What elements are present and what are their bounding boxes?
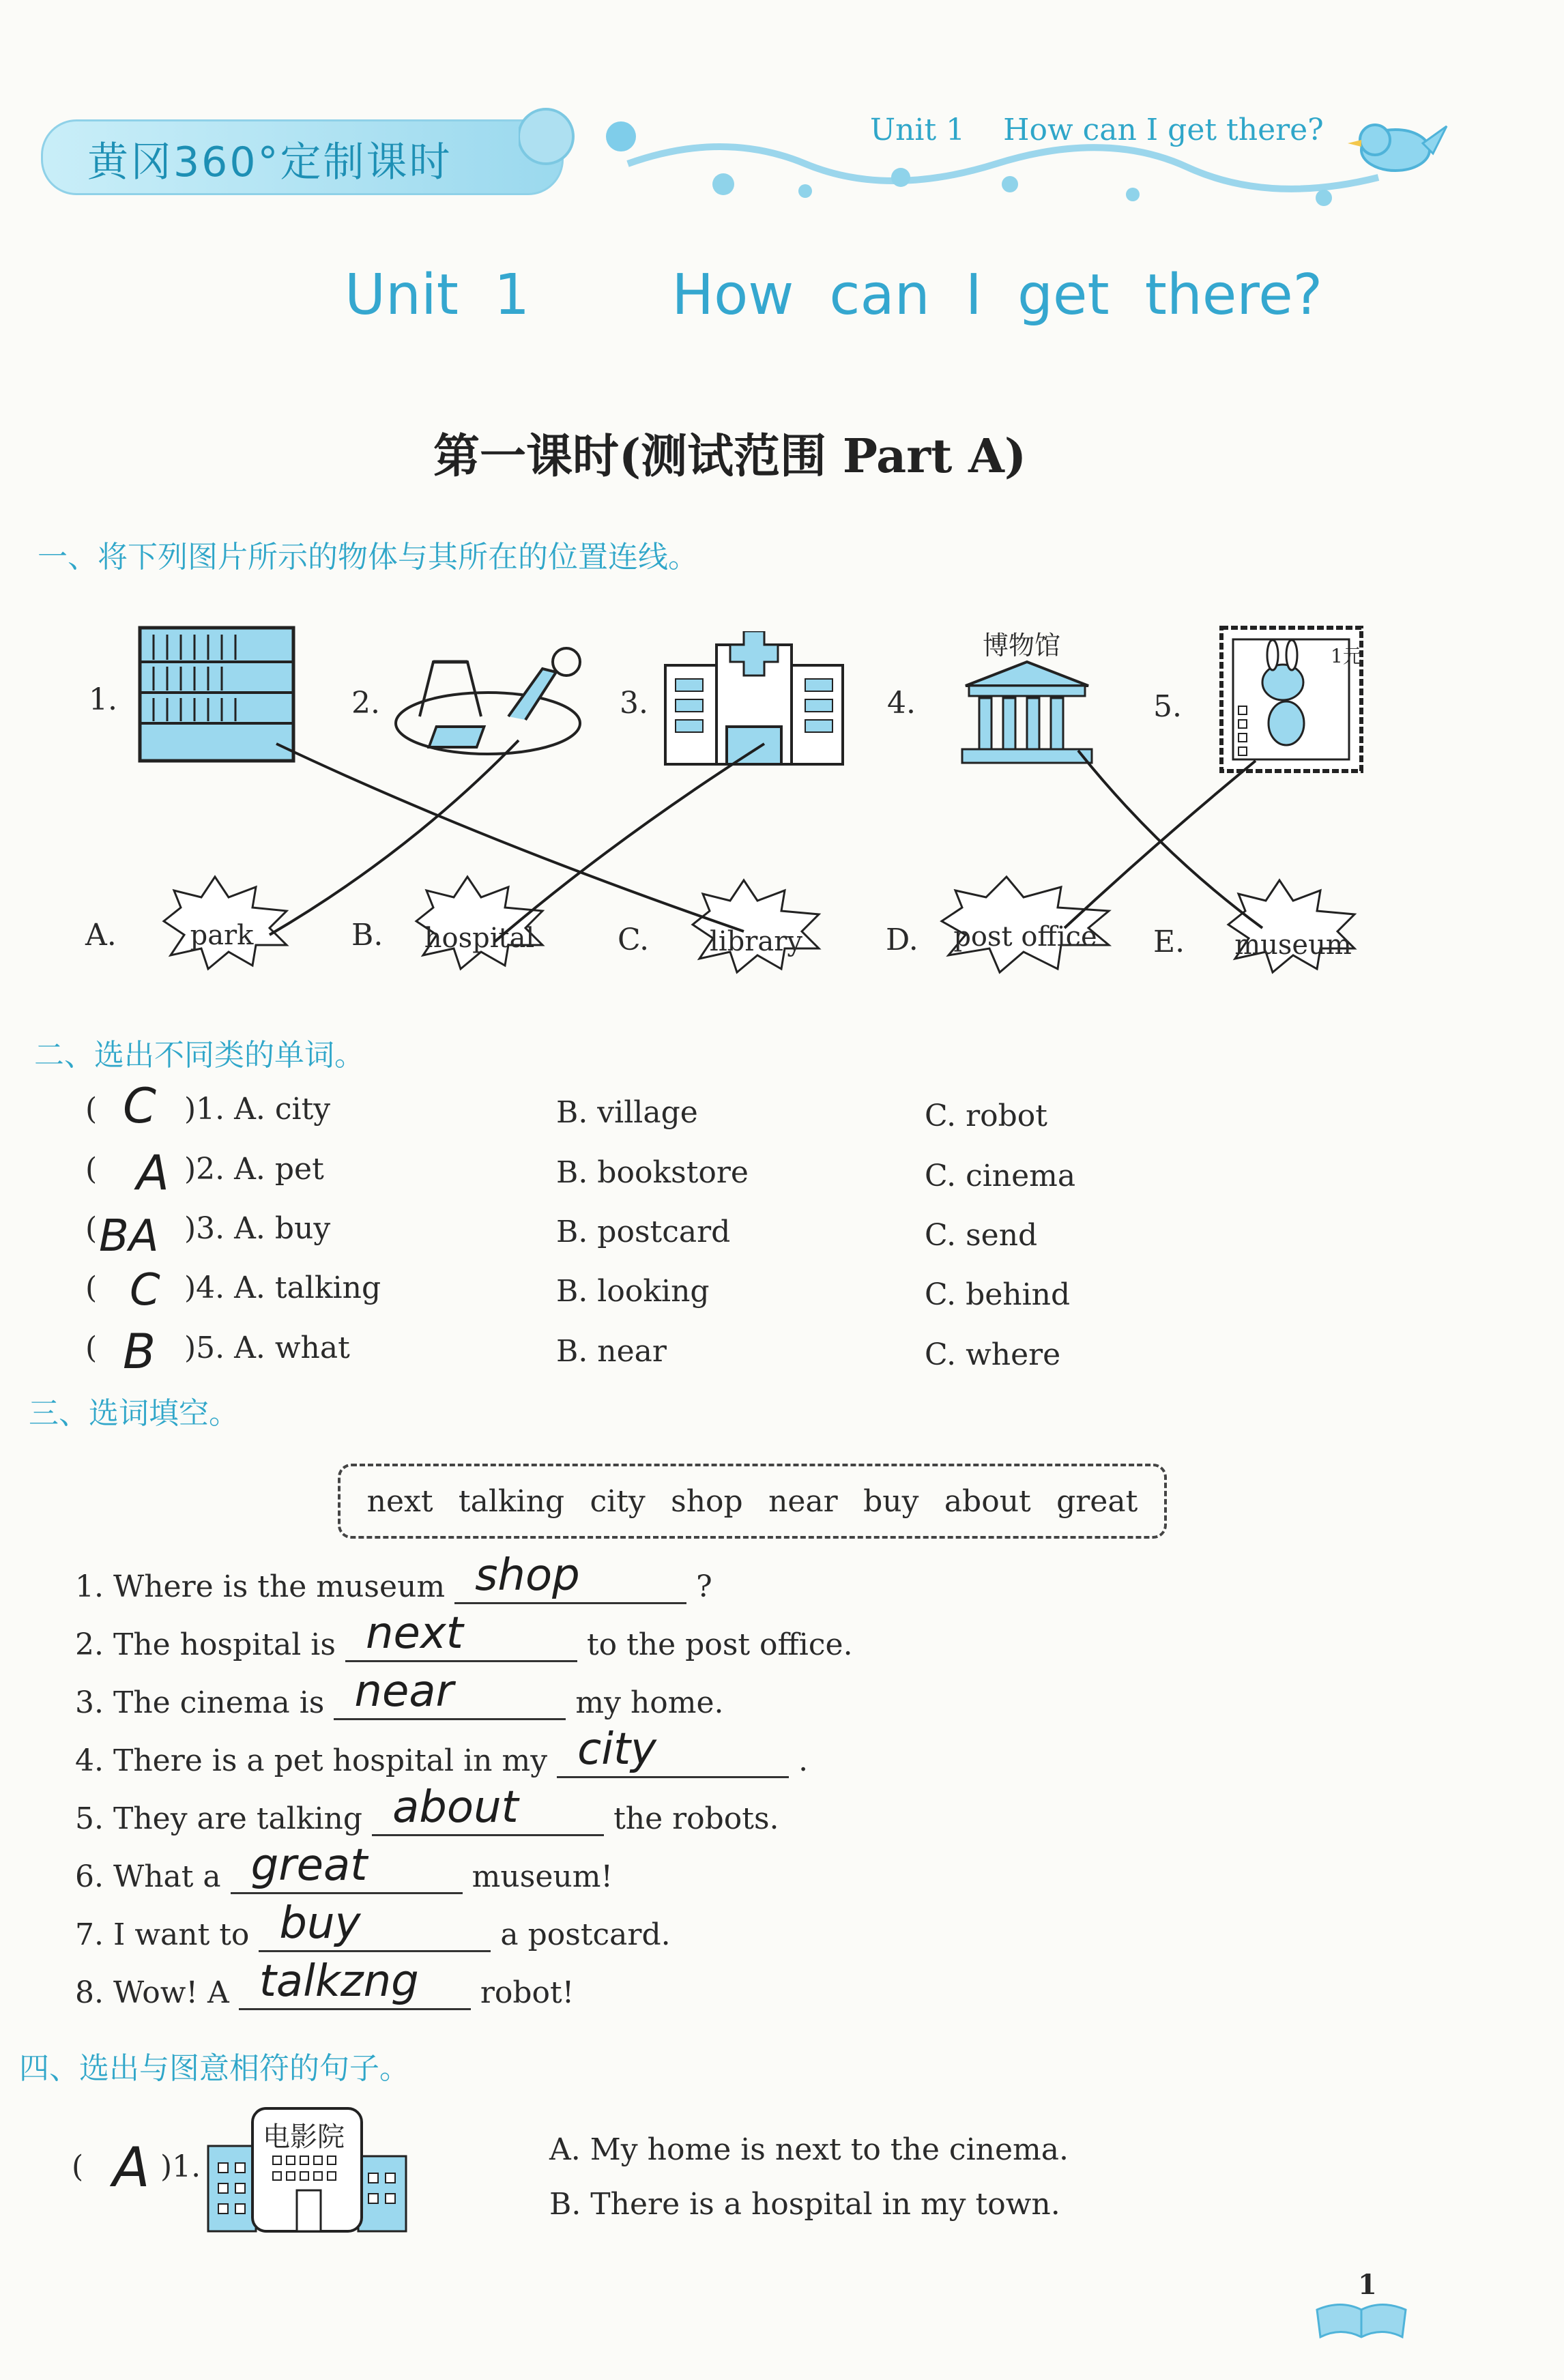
- option-a: )1. A. city: [184, 1092, 331, 1127]
- fill-after: to the post office.: [586, 1627, 853, 1662]
- option-b: B. looking: [556, 1274, 710, 1309]
- place-letter: A.: [85, 918, 117, 953]
- option-b: B. bookstore: [556, 1155, 749, 1190]
- question-row: ( BA )3. A. buy: [85, 1211, 331, 1262]
- place-label: post office: [953, 921, 1097, 953]
- picture-number: 5.: [1153, 689, 1182, 724]
- fill-after: my home.: [575, 1685, 724, 1720]
- picture-number: 2.: [351, 686, 380, 721]
- fill-item: [75, 1608, 853, 1662]
- fill-item: [75, 1666, 724, 1720]
- fill-after: robot!: [480, 1975, 575, 2010]
- sentence-option-b: B. There is a hospital in my town.: [549, 2187, 1060, 2222]
- museum-caption: 博物馆: [983, 630, 1061, 661]
- fill-item: [75, 1840, 613, 1894]
- answer-handwritten: BA: [99, 1211, 159, 1262]
- section2-title: 二、选出不同类的单词。: [34, 1038, 364, 1073]
- lesson-title: 第一课时(测试范围 Part A): [433, 429, 1027, 484]
- option-a: )3. A. buy: [184, 1211, 331, 1246]
- option-b: B. near: [556, 1334, 667, 1369]
- answer-handwritten: talkzng: [259, 1956, 419, 2007]
- place-label: park: [190, 920, 254, 951]
- fill-blank: [345, 1608, 577, 1662]
- fill-after: .: [798, 1743, 809, 1778]
- answer-handwritten: near: [354, 1666, 454, 1717]
- word-bank-item: next: [366, 1483, 433, 1519]
- section4-title: 四、选出与图意相符的句子。: [19, 2051, 409, 2086]
- picture-caption: 电影院: [263, 2121, 345, 2153]
- section3-title: 三、选词填空。: [29, 1396, 239, 1431]
- brand-title: 黄冈360°定制课时: [87, 139, 452, 186]
- place-letter: E.: [1153, 925, 1185, 959]
- word-bank-item: city: [590, 1483, 646, 1519]
- word-bank-item: about: [944, 1483, 1031, 1519]
- matching-lines: [0, 0, 1564, 1024]
- place-letter: C.: [618, 923, 650, 957]
- picture-number: 1.: [89, 682, 117, 717]
- option-b: B. village: [556, 1095, 698, 1130]
- fill-item: [75, 1550, 712, 1604]
- answer-handwritten: A: [136, 1145, 169, 1201]
- fill-before: 8. Wow! A: [75, 1975, 229, 2010]
- word-bank: [338, 1464, 1167, 1539]
- fill-blank: [231, 1840, 463, 1894]
- answer-handwritten: city: [577, 1724, 657, 1775]
- fill-item: [75, 1724, 809, 1778]
- fill-before: 2. The hospital is: [75, 1627, 336, 1662]
- stamp-value: 1元: [1331, 645, 1362, 667]
- answer-handwritten: C: [130, 1265, 160, 1316]
- fill-blank: [239, 1956, 471, 2010]
- fill-blank: [259, 1898, 491, 1952]
- fill-before: 3. The cinema is: [75, 1685, 325, 1720]
- question-row: ( B )5. A. what: [85, 1324, 350, 1380]
- word-bank-item: near: [768, 1483, 838, 1519]
- option-a: )4. A. talking: [184, 1271, 381, 1305]
- word-bank-item: buy: [863, 1483, 919, 1519]
- question-row: ( C )1. A. city: [85, 1078, 331, 1134]
- answer-handwritten: C: [123, 1078, 156, 1134]
- fill-item: [75, 1898, 671, 1952]
- fill-blank: [454, 1550, 686, 1604]
- sentence-option-a: A. My home is next to the cinema.: [549, 2132, 1069, 2167]
- place-letter: D.: [886, 923, 918, 957]
- fill-after: the robots.: [613, 1801, 779, 1836]
- option-c: C. cinema: [925, 1159, 1076, 1193]
- option-c: C. behind: [925, 1277, 1071, 1312]
- page-number: 1: [1358, 2269, 1377, 2301]
- option-c: C. send: [925, 1218, 1038, 1253]
- word-bank-item: shop: [671, 1483, 743, 1519]
- option-a: )5. A. what: [184, 1331, 350, 1365]
- question-row: ( A )2. A. pet: [85, 1145, 324, 1201]
- place-label: hospital: [424, 923, 535, 954]
- question-number: )1.: [160, 2149, 201, 2184]
- fill-after: museum!: [472, 1859, 613, 1894]
- option-b: B. postcard: [556, 1215, 731, 1249]
- place-label: library: [710, 926, 802, 957]
- open-book-icon: [1314, 2296, 1409, 2344]
- picture-number: 4.: [887, 686, 916, 721]
- answer-handwritten: great: [250, 1840, 368, 1891]
- running-head: Unit 1 How can I get there?: [870, 113, 1324, 147]
- fill-before: 4. There is a pet hospital in my: [75, 1743, 548, 1778]
- fill-before: 6. What a: [75, 1859, 221, 1894]
- fill-blank: [557, 1724, 789, 1778]
- option-c: C. robot: [925, 1099, 1047, 1133]
- fill-after: a postcard.: [500, 1917, 671, 1952]
- fill-before: 7. I want to: [75, 1917, 250, 1952]
- answer-handwritten: shop: [475, 1550, 580, 1601]
- open-paren: (: [72, 2149, 84, 2184]
- answer-handwritten: buy: [279, 1898, 361, 1949]
- unit-title: Unit 1 How can I get there?: [345, 263, 1323, 328]
- fill-before: 1. Where is the museum: [75, 1569, 446, 1604]
- question-row: ( C )4. A. talking: [85, 1265, 381, 1316]
- option-a: )2. A. pet: [184, 1152, 324, 1187]
- fill-item: [75, 1956, 575, 2010]
- section1-title: 一、将下列图片所示的物体与其所在的位置连线。: [38, 540, 698, 575]
- place-letter: B.: [351, 918, 383, 953]
- fill-item: [75, 1782, 779, 1836]
- word-bank-item: talking: [458, 1483, 565, 1519]
- answer-handwritten: B: [123, 1324, 156, 1380]
- answer-handwritten: about: [392, 1782, 519, 1833]
- fill-before: 5. They are talking: [75, 1801, 363, 1836]
- fill-after: ?: [696, 1569, 712, 1604]
- fill-blank: [334, 1666, 566, 1720]
- answer-handwritten: A: [113, 2136, 150, 2199]
- picture-number: 3.: [620, 686, 648, 721]
- word-bank-item: great: [1056, 1483, 1138, 1519]
- fill-blank: [372, 1782, 604, 1836]
- place-label: museum: [1234, 929, 1352, 961]
- option-c: C. where: [925, 1337, 1061, 1372]
- answer-handwritten: next: [365, 1608, 463, 1659]
